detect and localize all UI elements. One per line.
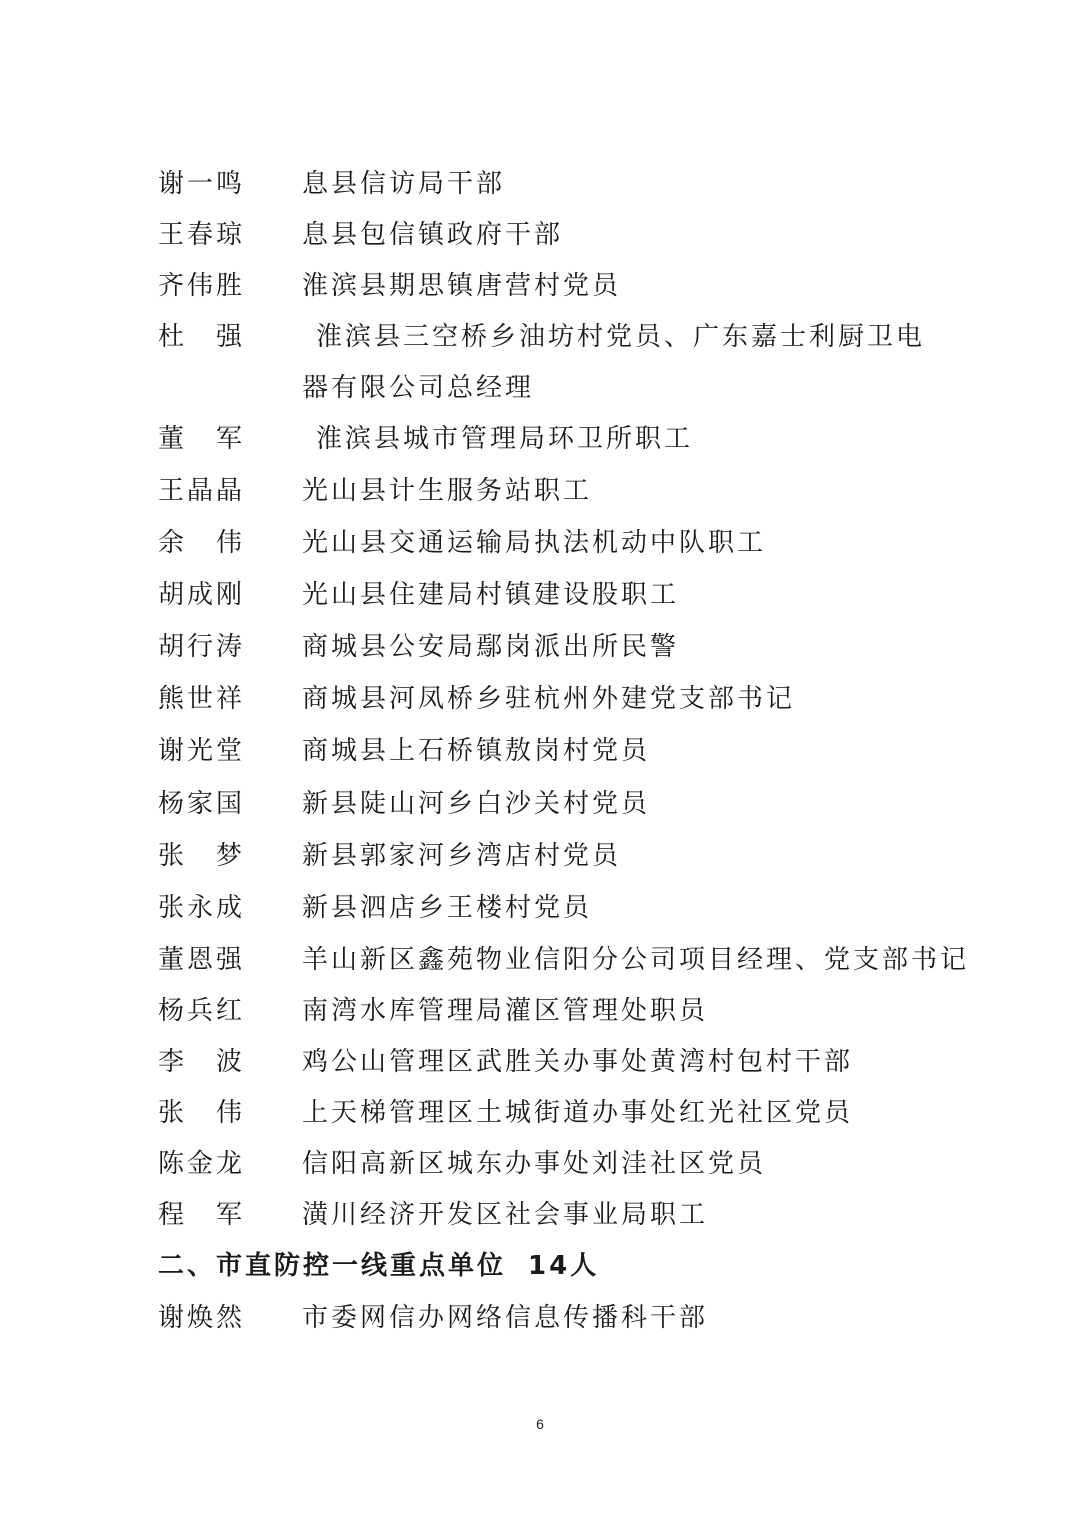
section-heading (158, 1241, 599, 1292)
person-affiliation: 羊山新区鑫苑物业信阳分公司项目经理、党支部书记 (302, 945, 970, 975)
person-name: 胡成刚 (158, 580, 246, 610)
person-name: 杨兵红 (158, 996, 246, 1026)
person-name: 董 军 (158, 424, 246, 454)
person-affiliation: 淮滨县三空桥乡油坊村党员、广东嘉士利厨卫电 (316, 322, 926, 352)
person-name: 杨家国 (158, 789, 246, 819)
person-affiliation: 南湾水库管理局灌区管理处职员 (302, 996, 709, 1026)
person-name: 李 波 (158, 1047, 246, 1077)
person-name: 余 伟 (158, 528, 246, 558)
person-affiliation: 光山县计生服务站职工 (302, 476, 593, 506)
person-affiliation-continued: 器有限公司总经理 (302, 373, 535, 403)
person-name: 董恩强 (158, 945, 246, 975)
person-name: 熊世祥 (158, 684, 246, 714)
person-affiliation: 新县郭家河乡湾店村党员 (302, 841, 622, 871)
person-affiliation: 淮滨县期思镇唐营村党员 (302, 271, 622, 301)
person-affiliation: 新县陡山河乡白沙关村党员 (302, 789, 651, 819)
person-affiliation: 光山县住建局村镇建设股职工 (302, 580, 680, 610)
person-affiliation: 新县泗店乡王楼村党员 (302, 893, 593, 923)
section-count: 14人 (528, 1251, 600, 1281)
person-name: 杜 强 (158, 322, 246, 352)
person-name: 谢焕然 (158, 1303, 246, 1333)
person-affiliation: 息县信访局干部 (302, 169, 506, 199)
person-name: 胡行涛 (158, 632, 246, 662)
person-name: 程 军 (158, 1200, 246, 1230)
person-affiliation: 上天梯管理区土城街道办事处红光社区党员 (302, 1098, 854, 1128)
person-name: 王晶晶 (158, 476, 246, 506)
person-name: 王春琼 (158, 220, 246, 250)
person-name: 齐伟胜 (158, 271, 246, 301)
person-affiliation: 商城县上石桥镇敖岗村党员 (302, 736, 651, 766)
person-affiliation: 鸡公山管理区武胜关办事处黄湾村包村干部 (302, 1047, 854, 1077)
person-name: 陈金龙 (158, 1149, 246, 1179)
person-name: 张 梦 (158, 841, 246, 871)
person-affiliation: 光山县交通运输局执法机动中队职工 (302, 528, 767, 558)
person-name: 张 伟 (158, 1098, 246, 1128)
person-name: 谢光堂 (158, 736, 246, 766)
person-affiliation: 市委网信办网络信息传播科干部 (302, 1303, 709, 1333)
section-title: 二、市直防控一线重点单位 (158, 1251, 507, 1281)
person-name: 张永成 (158, 893, 246, 923)
person-affiliation: 商城县河凤桥乡驻杭州外建党支部书记 (302, 684, 796, 714)
person-affiliation: 潢川经济开发区社会事业局职工 (302, 1200, 709, 1230)
person-affiliation: 商城县公安局鄢岗派出所民警 (302, 632, 680, 662)
person-affiliation: 信阳高新区城东办事处刘洼社区党员 (302, 1149, 767, 1179)
page-number: 6 (536, 1416, 544, 1432)
person-name: 谢一鸣 (158, 169, 246, 199)
person-affiliation: 淮滨县城市管理局环卫所职工 (316, 424, 694, 454)
person-affiliation: 息县包信镇政府干部 (302, 220, 564, 250)
